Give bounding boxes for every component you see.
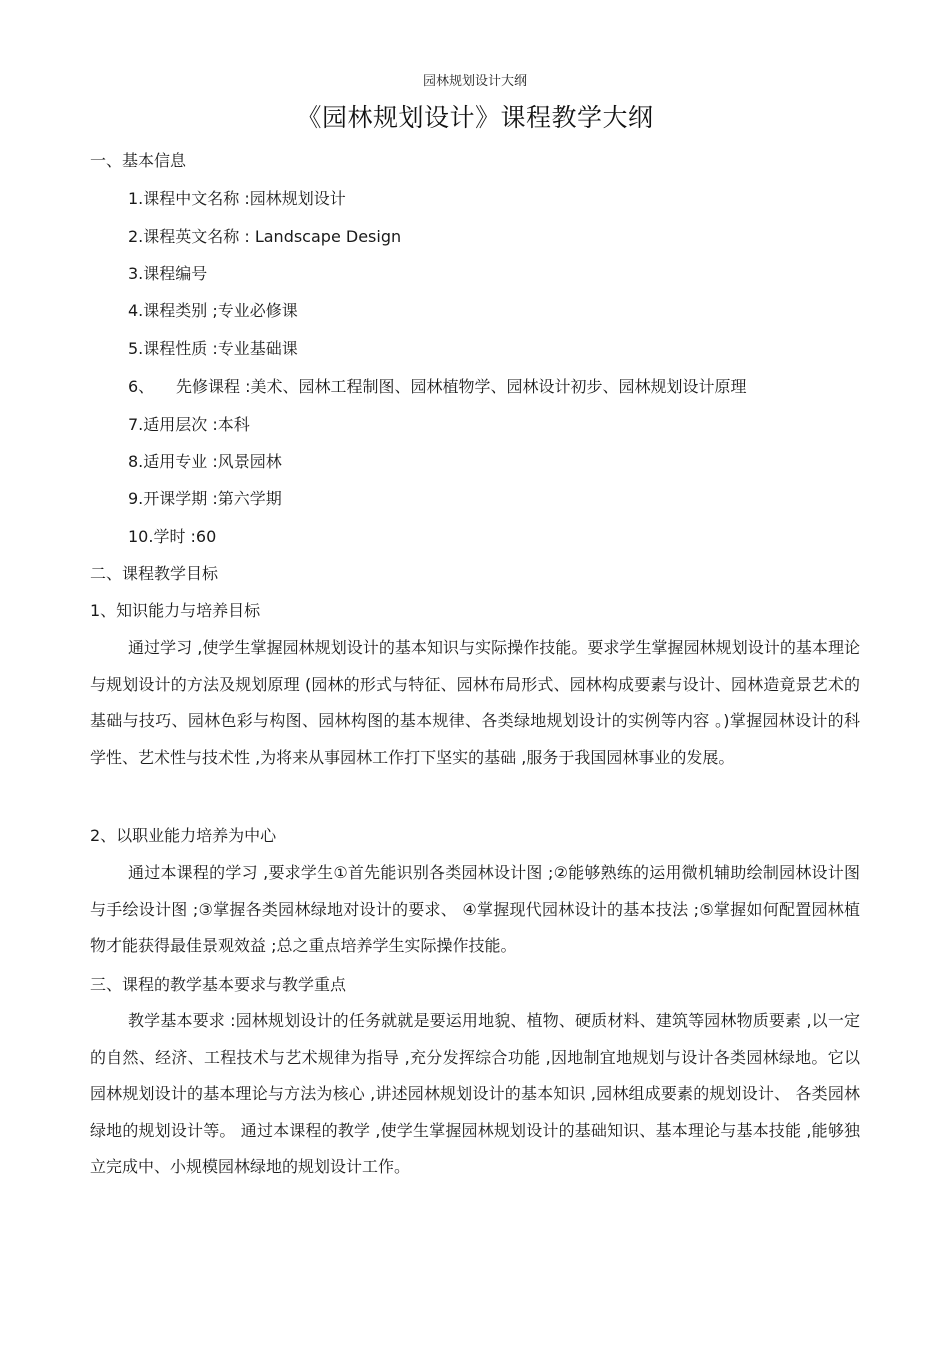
info-item-course-code: 3.课程编号 xyxy=(128,264,208,283)
info-item-hours: 10.学时 :60 xyxy=(128,527,217,546)
subsection-heading-vocational: 2、以职业能力培养为中心 xyxy=(90,826,277,845)
info-item-prerequisites: 先修课程 :美术、园林工程制图、园林植物学、园林设计初步、园林规划设计原理 xyxy=(176,377,747,396)
document-title: 《园林规划设计》课程教学大纲 xyxy=(296,103,654,132)
section-heading-objectives: 二、课程教学目标 xyxy=(90,564,219,583)
info-item-prereq-number: 6、 xyxy=(128,377,155,396)
section-heading-basic-info: 一、基本信息 xyxy=(90,151,187,170)
info-item-english-name: 2.课程英文名称 : Landscape Design xyxy=(128,227,402,246)
subsection-heading-knowledge: 1、知识能力与培养目标 xyxy=(90,601,261,620)
info-item-semester: 9.开课学期 :第六学期 xyxy=(128,489,282,508)
info-item-course-nature: 5.课程性质 :专业基础课 xyxy=(128,339,298,358)
paragraph-requirements: 教学基本要求 :园林规划设计的任务就就是要运用地貌、植物、硬质材料、建筑等园林物质要素 ,以一定的自然、经济、工程技术与艺术规律为指导 ,充分发挥综合功能 ,因地制宜地规划与设计各类园林绿地。它以园林规划设计的基本理论与方法为核心 ,讲述园林规划设计的基本知识 ,园林组成要素的规划设计、 各类园林绿地的规划设计等。 通过本课程的教学 ,使学生掌握园林规划设计的基础知识、基本理论与基本技能 ,能够独立完成中、小规模园林绿地的规划设计工作。 xyxy=(90,1011,860,1177)
paragraph-vocational-goals: 通过本课程的学习 ,要求学生①首先能识别各类园林设计图 ;②能够熟练的运用微机辅助绘制园林设计图与手绘设计图 ;③掌握各类园林绿地对设计的要求、 ④掌握现代园林设计的基本技法 ;⑤掌握如何配置园林植物才能获得最佳景观效益 ;总之重点培养学生实际操作技能。 xyxy=(90,863,860,956)
info-item-course-category: 4.课程类别 ;专业必修课 xyxy=(128,301,298,320)
info-item-level: 7.适用层次 :本科 xyxy=(128,415,250,434)
info-item-major: 8.适用专业 :风景园林 xyxy=(128,452,282,471)
running-header: 园林规划设计大纲 xyxy=(422,74,527,89)
paragraph-knowledge-goals: 通过学习 ,使学生掌握园林规划设计的基本知识与实际操作技能。要求学生掌握园林规划设计的基本理论与规划设计的方法及规划原理 (园林的形式与特征、园林布局形式、园林构成要素与设计、园林造竟景艺术的基础与技巧、园林色彩与构图、园林构图的基本规律、各类绿地规划设计的实例等内容 。)掌握园林设计的科学性、艺术性与技术性 ,为将来从事园林工作打下坚实的基础 ,服务于我国园林事业的发展。 xyxy=(90,638,860,767)
section-heading-requirements: 三、课程的教学基本要求与教学重点 xyxy=(90,975,347,994)
info-item-chinese-name: 1.课程中文名称 :园林规划设计 xyxy=(128,189,346,208)
